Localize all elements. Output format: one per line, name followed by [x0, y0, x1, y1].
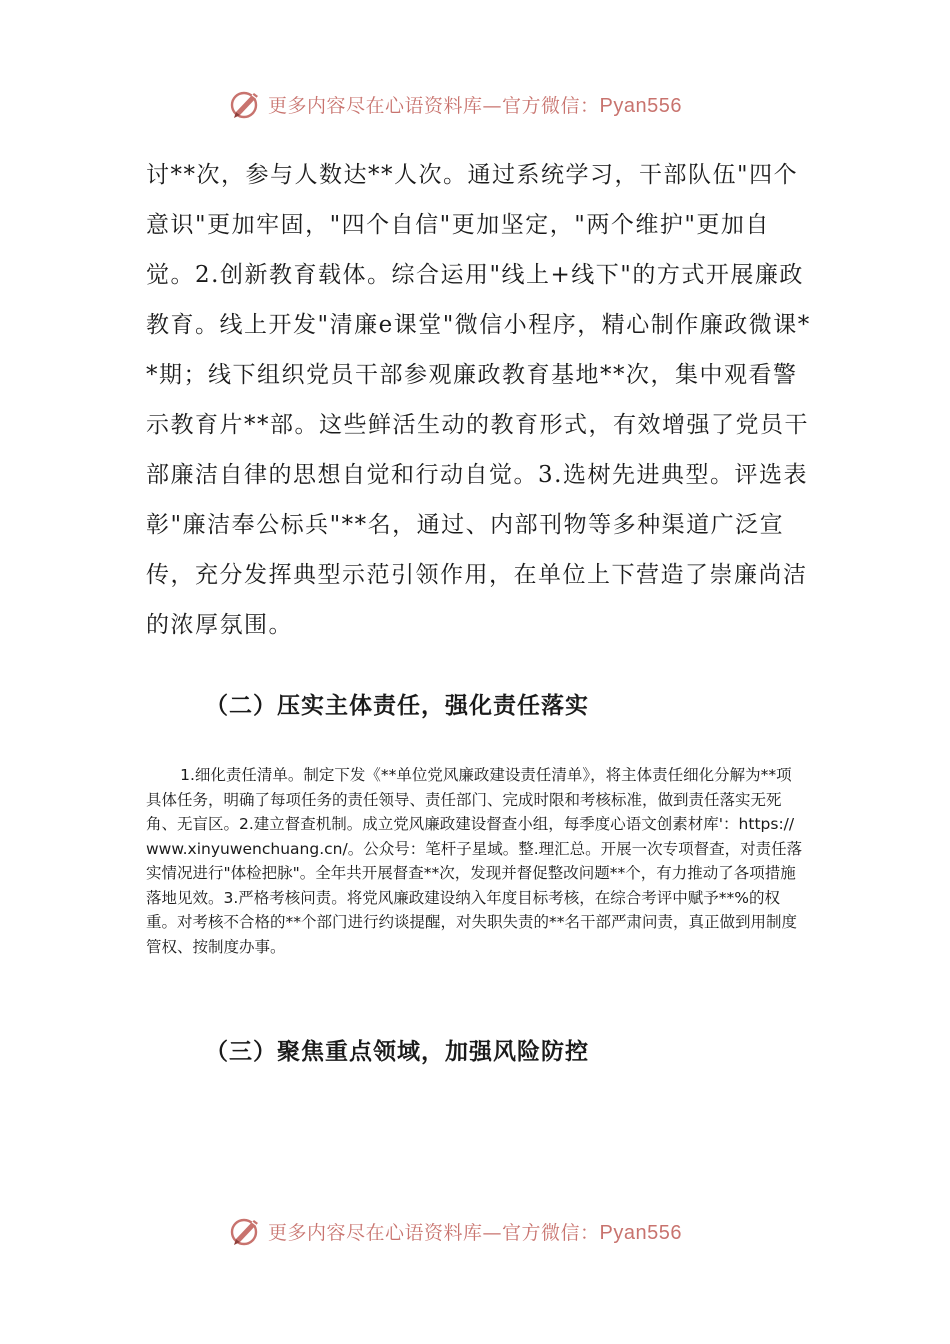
- section-heading-3: （三）聚焦重点领域，加强风险防控: [205, 1039, 589, 1065]
- section-heading-2: （二）压实主体责任，强化责任落实: [205, 693, 589, 719]
- section-2-paragraph: 1.细化责任清单。制定下发《**单位党风廉政建设责任清单》，将主体责任细化分解为**项具体任务，明确了每项任务的责任领导、责任部门、完成时限和考核标准，做到责任落实无死角、无盲区。2.建立督查机制。成立党风廉政建设督查小组，每季度心语文创素材库'：https://www.xinyuwenchuang.cn/。公众号：笔杆子星域。整.理汇总。开展一次专项督查，对责任落实情况进行"体检把脉"。全年共开展督查**次，发现并督促整改问题**个，有力推动了各项措施落地见效。3.严格考核问责。将党风廉政建设纳入年度目标考核，在综合考评中赋予**%的权重。对考核不合格的**个部门进行约谈提醒，对失职失责的**名干部严肃问责，真正做到用制度管权、按制度办事。: [146, 766, 803, 956]
- header-watermark-banner: [228, 84, 682, 124]
- footer-watermark-banner: [228, 1211, 682, 1251]
- body-paragraph: 讨**次，参与人数达**人次。通过系统学习，干部队伍"四个意识"更加牢固，"四个自信"更加坚定，"两个维护"更加自觉。2.创新教育载体。综合运用"线上+线下"的方式开展廉政教育。线上开发"清廉e课堂"微信小程序，精心制作廉政微课**期；线下组织党员干部参观廉政教育基地**次，集中观看警示教育片**部。这些鲜活生动的教育形式，有效增强了党员干部廉洁自律的思想自觉和行动自觉。3.选树先进典型。评选表彰"廉洁奉公标兵"**名，通过、内部刊物等多种渠道广泛宣传，充分发挥典型示范引领作用，在单位上下营造了崇廉尚洁的浓厚氛围。: [146, 162, 811, 638]
- pen-logo-icon: [228, 86, 264, 122]
- pen-logo-icon: [228, 1213, 264, 1249]
- banner-text: 更多内容尽在心语资料库—官方微信：Pyan556: [268, 94, 682, 117]
- banner-text: 更多内容尽在心语资料库—官方微信：Pyan556: [268, 1221, 682, 1244]
